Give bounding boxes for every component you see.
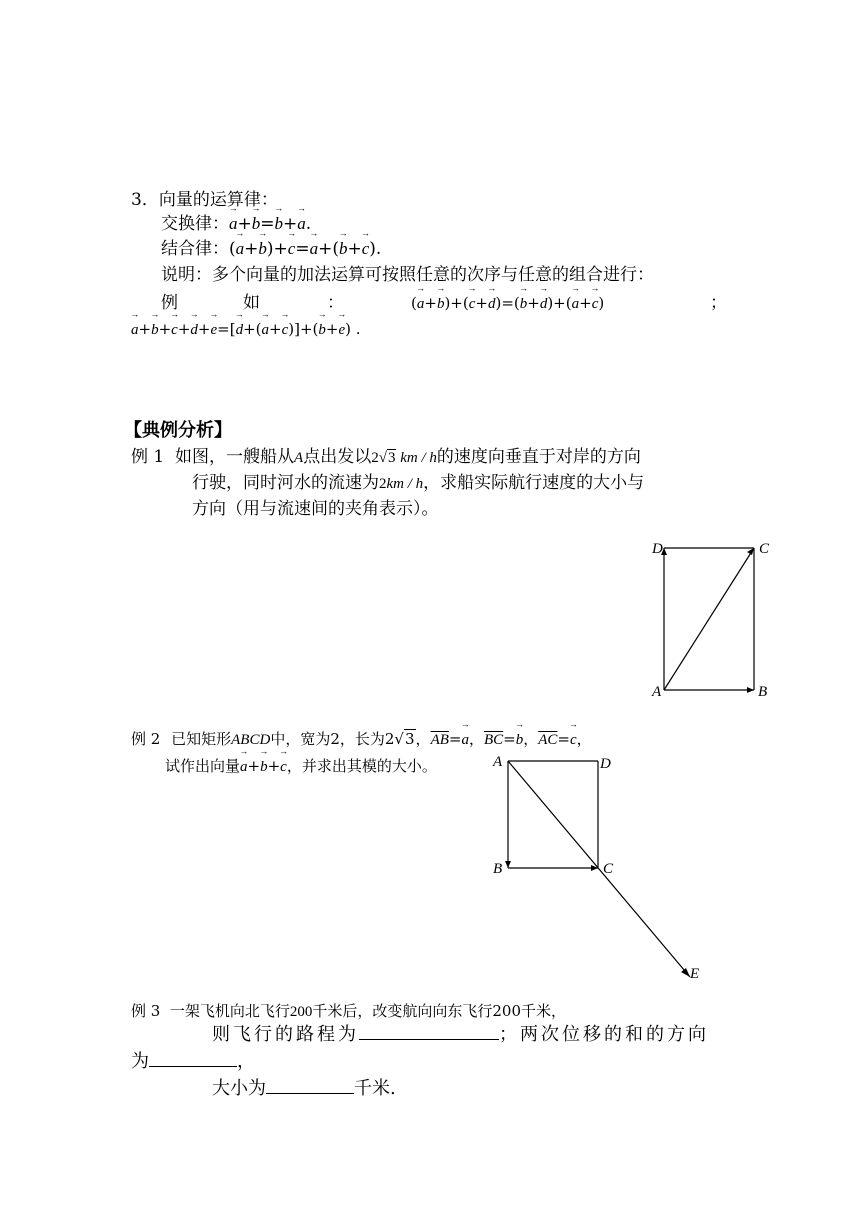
example-3-line3-a: 为 (131, 1051, 149, 1072)
vector-ac: $\overline{AC}$ (538, 732, 558, 748)
example-1-speed: 2√3 km / h (371, 450, 437, 466)
example-colon: ： (327, 293, 344, 313)
answer-blank-distance[interactable] (359, 1039, 499, 1040)
note-text: 说明：多个向量的加法运算可按照任意的次序与任意的组合进行： (161, 265, 654, 285)
example-formula-2: → a+→ b+→ c+→ d+→ e=[→ d+(→ a+→ c)]+(→ b+→ e) . (131, 318, 361, 341)
example-3-line4-b: 千米. (354, 1078, 396, 1099)
example-3-text-c: 千米， (521, 1002, 567, 1020)
example-word-1: 例 (161, 293, 178, 313)
commutative-label: 交换律： (161, 214, 229, 234)
example-2-text-b: 中，宽为 (270, 730, 331, 748)
example-1-line-3: 方向（用与流速间的夹角表示）。 (192, 499, 439, 519)
vector-bc: $\overline{BC}$ (483, 732, 504, 748)
example-3-line3-b: ， (237, 1051, 255, 1072)
example-3-dist1: 200 (289, 1004, 313, 1020)
example-1-line2-a: 行驶，同时河水的流速为 (192, 473, 379, 493)
example-2-text-a: 已知矩形 (171, 730, 232, 748)
example-2-length: 2√3 (384, 730, 415, 748)
example-1-text-a: 如图，一艘船从 (175, 447, 295, 467)
example-3-text-b: 千米后，改变航向向东飞行 (312, 1002, 493, 1020)
example-3-line-2 (212, 1024, 709, 1046)
fig1-arrowhead-c (747, 548, 754, 555)
example-word-2: 如 (243, 293, 260, 313)
associative-law: 结合律：(→ a+→ b)+→ c=→ a+(→ b+→ c). (161, 238, 381, 260)
example-3-line-4 (212, 1078, 396, 1100)
vector-ab: $\overline{AB}$ (430, 732, 449, 748)
example-1-line2-b: ，求船实际航行速度的大小与 (423, 473, 645, 493)
fig2-label-c: C (603, 861, 614, 877)
example-2-label: 例 2 (131, 730, 161, 748)
example-3-line2-a: 则飞行的路程为 (212, 1024, 359, 1045)
fig2-arrowhead-e (681, 968, 690, 977)
associative-formula: (→ a+→ b)+→ c=→ a+(→ b+→ c) (229, 239, 376, 259)
associative-label: 结合律： (161, 239, 229, 259)
answer-blank-magnitude[interactable] (266, 1093, 354, 1094)
commutative-formula: → a+→ b=→ b+→ a (229, 214, 306, 234)
fig2-label-e: E (690, 966, 700, 982)
example-2-line2-b: ，并求出其模的大小。 (286, 757, 437, 775)
example-3-line4-a: 大小为 (212, 1078, 266, 1099)
example-3-line2-b: ；两次位移的和的方向 (499, 1024, 709, 1045)
example-2-width: 2 (330, 730, 340, 748)
example-2-rect: ABCD (231, 732, 271, 748)
analysis-title: 【典例分析】 (124, 420, 232, 441)
example-semicolon: ； (710, 293, 727, 313)
fig1-diagonal-ac (664, 548, 754, 690)
answer-blank-direction[interactable] (149, 1066, 237, 1067)
example-1-label: 例 1 (131, 447, 165, 467)
example-2-text-c: ，长为 (339, 730, 385, 748)
fig1-arrowhead-b (747, 687, 754, 693)
fig1-label-d: D (652, 541, 663, 557)
example-1-point: A (294, 450, 304, 466)
fig1-label-b: B (758, 684, 768, 700)
example-3-line-1 (131, 1000, 566, 1023)
fig2-label-a: A (493, 754, 503, 770)
example-3-text-a: 一架飞机向北飞行 (169, 1002, 290, 1020)
example-2-line2-a: 试作出向量 (165, 757, 241, 775)
example-1-text-b: 点出发以 (303, 447, 372, 467)
fig2-label-d: D (600, 756, 611, 772)
fig2-arrowhead-b (505, 861, 511, 868)
section-heading: 3．向量的运算律： (131, 190, 278, 210)
fig1-label-c: C (759, 541, 770, 557)
fig2-label-b: B (493, 861, 503, 877)
fig2-line-ae (508, 761, 690, 977)
example-1-speed2: 2km / h (379, 476, 424, 492)
example-3-label: 例 3 (131, 1002, 161, 1020)
fig1-label-a: A (652, 684, 662, 700)
example-2-line-2: 试作出向量→ a+→ b+→ c，并求出其模的大小。 (165, 755, 437, 778)
commutative-law: 交换律：→ a+→ b=→ b+→ a. (161, 213, 311, 235)
example-2-line-1: 例 2 已知矩形ABCD中，宽为2，长为2√3，$\overline{AB}=\to a$，$\overline{BC}=\to b$，$\overline{AC}=\to c$， (131, 728, 592, 751)
example-1-text-c: 的速度向垂直于对岸的方向 (436, 447, 641, 467)
example-3-dist2: 200 (492, 1002, 522, 1020)
example-3-line-3 (131, 1051, 255, 1073)
example-formula-1: (→ a+→ b)+(→ c+→ d)=(→ b+→ d)+(→ a+→ c) (411, 292, 604, 315)
